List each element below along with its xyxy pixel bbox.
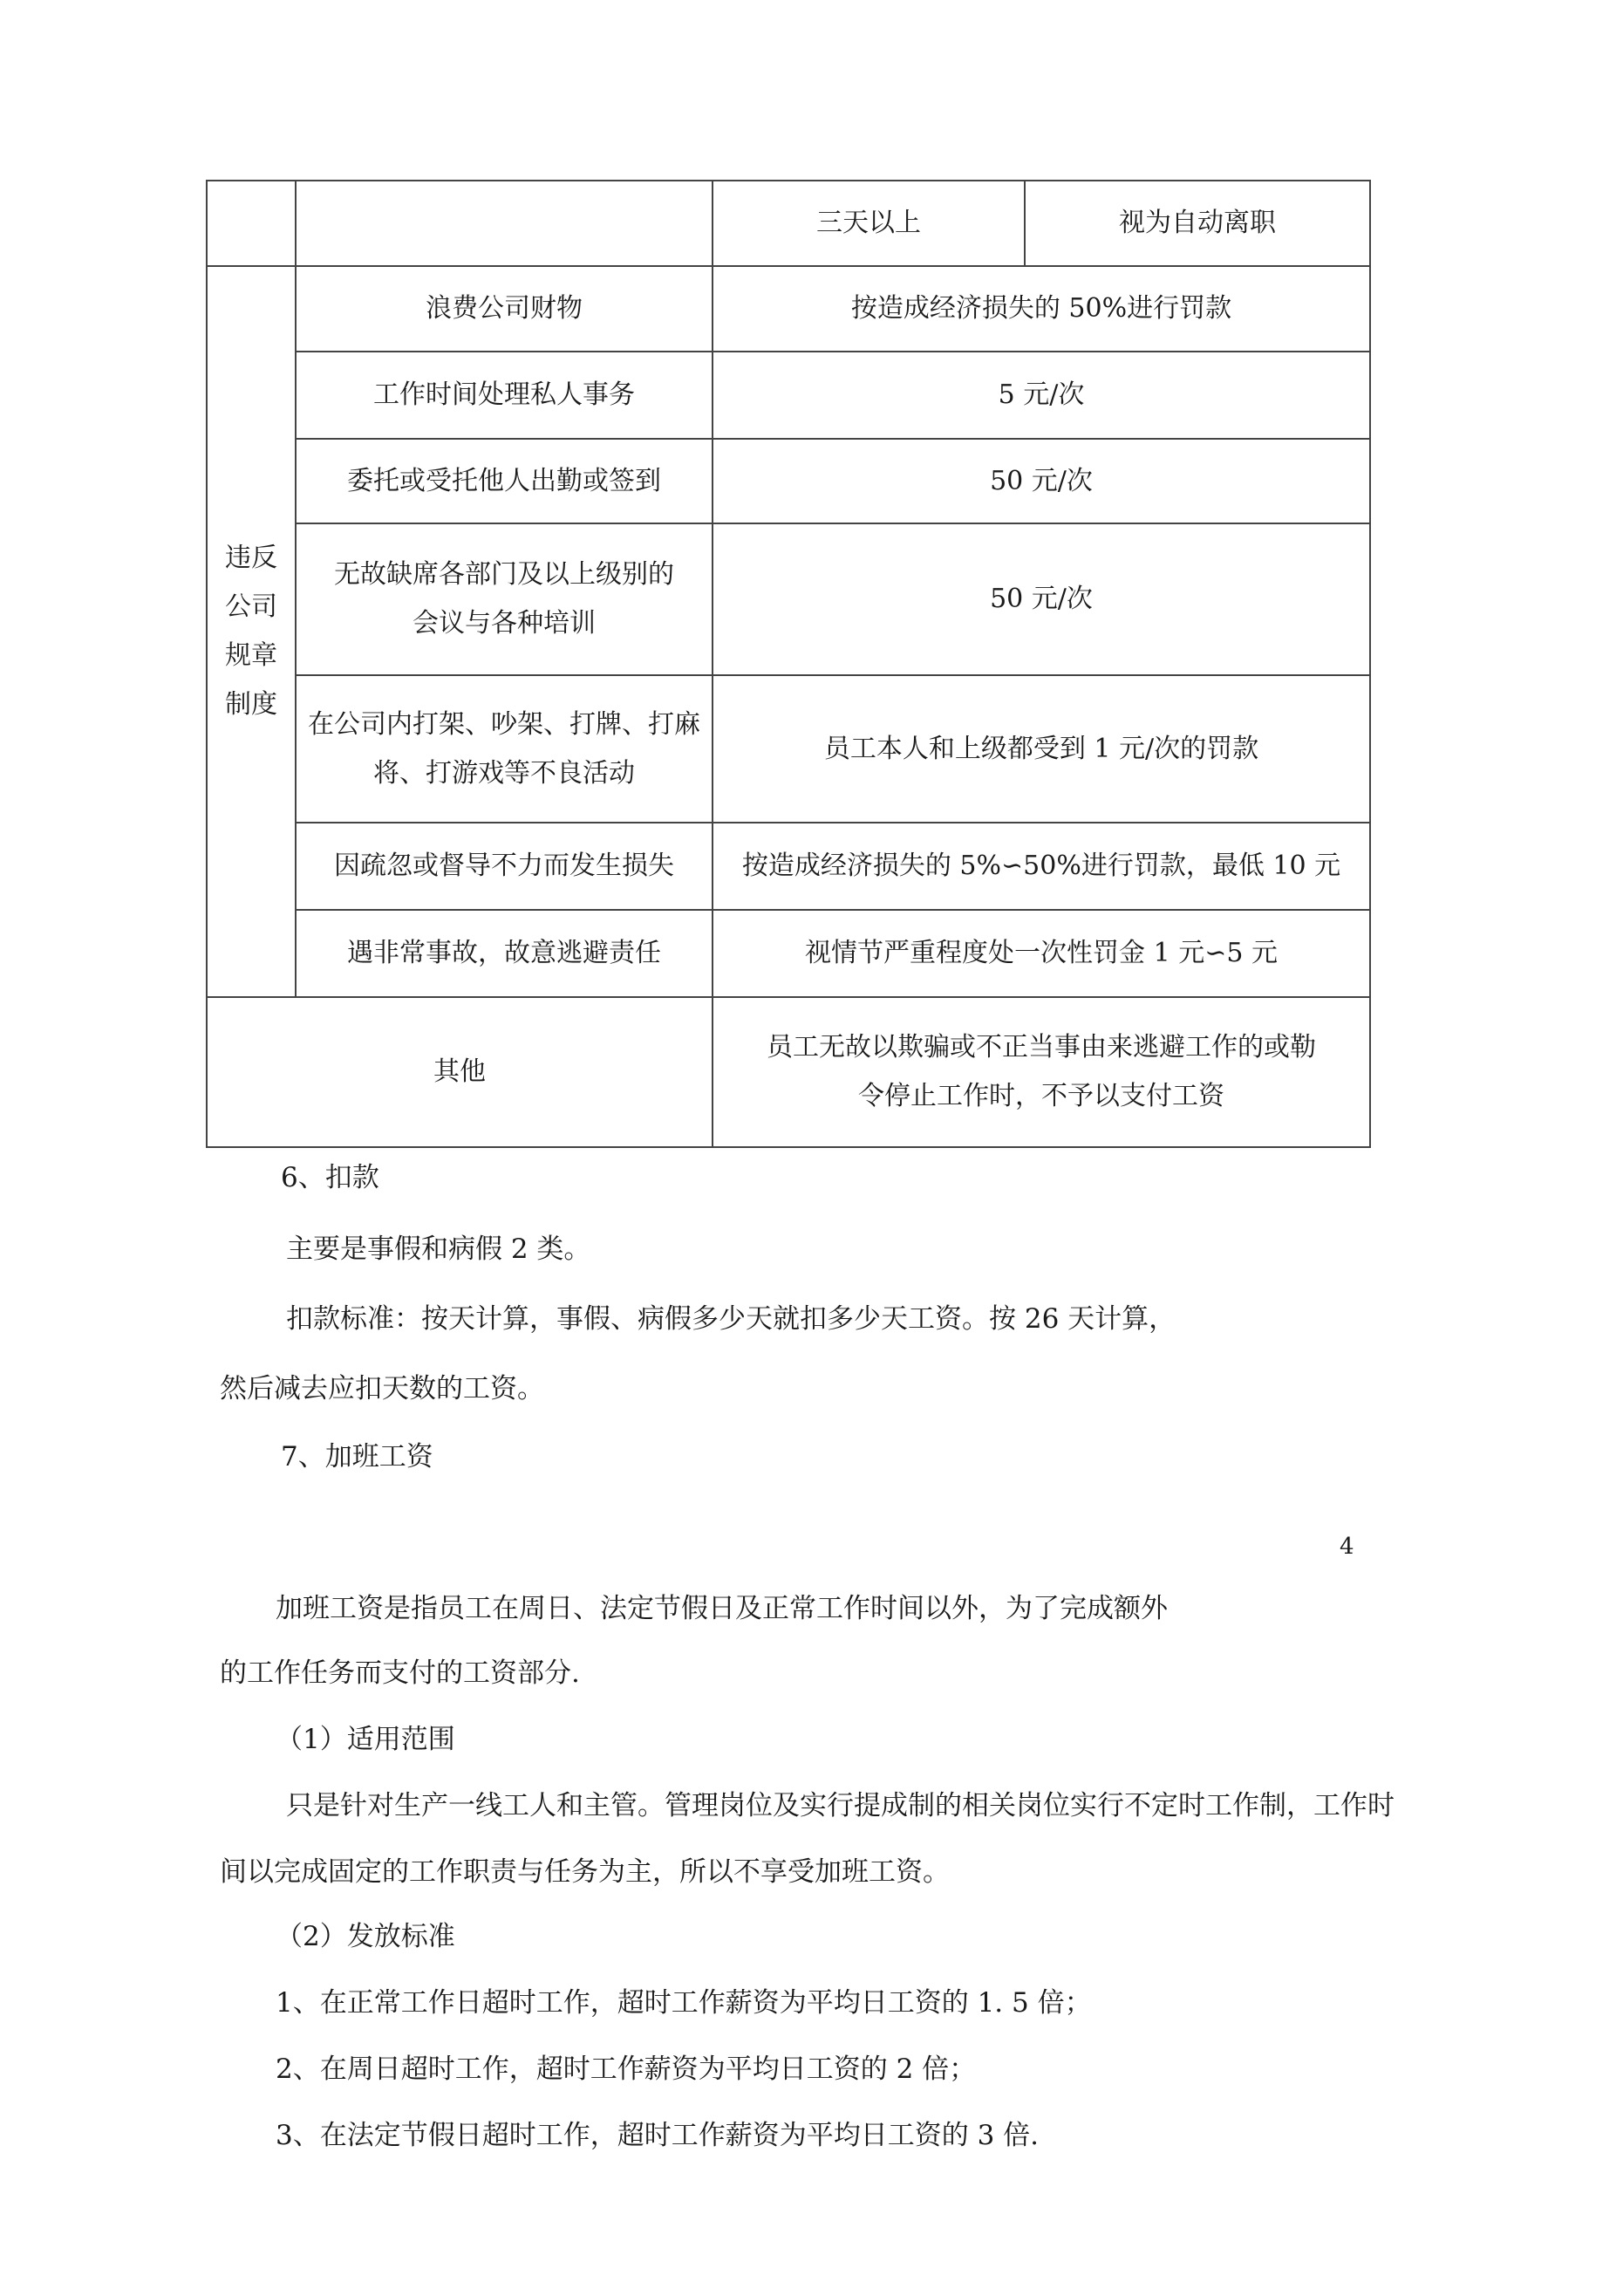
table-row xyxy=(207,266,1370,352)
table-row xyxy=(207,675,1370,823)
table-cell-item xyxy=(296,523,713,675)
table-row xyxy=(207,523,1370,675)
paragraph: 主要是事假和病假 2 类。 xyxy=(286,1233,591,1265)
item-line: 将、打游戏等不良活动 xyxy=(373,757,635,789)
paragraph: 扣款标准：按天计算，事假、病假多少天就扣多少天工资。按 26 天计算， xyxy=(286,1303,1176,1335)
section-heading: 7、加班工资 xyxy=(281,1441,433,1473)
category-line: 制度 xyxy=(225,689,277,720)
table-cell-penalty: 员工本人和上级都受到 1 元/次的罚款 xyxy=(713,675,1370,823)
category-line: 公司 xyxy=(225,591,277,622)
table-cell-item: 浪费公司财物 xyxy=(296,266,713,352)
table-cell-other-label: 其他 xyxy=(207,997,713,1147)
item-line: 无故缺席各部门及以上级别的 xyxy=(334,559,674,590)
table-cell-item xyxy=(296,675,713,823)
table-row xyxy=(207,823,1370,910)
list-item: 2、在周日超时工作，超时工作薪资为平均日工资的 2 倍； xyxy=(276,2053,977,2085)
table-row xyxy=(207,910,1370,997)
page-number: 4 xyxy=(1340,1534,1354,1560)
table-cell-penalty: 50 元/次 xyxy=(713,523,1370,675)
paragraph: 只是针对生产一线工人和主管。管理岗位及实行提成制的相关岗位实行不定时工作制，工作时 xyxy=(286,1790,1395,1821)
penalty-line: 员工无故以欺骗或不正当事由来逃避工作的或勒 xyxy=(767,1032,1316,1063)
list-item: 1、在正常工作日超时工作，超时工作薪资为平均日工资的 1. 5 倍； xyxy=(276,1987,1092,2019)
table-row xyxy=(207,352,1370,439)
section-heading: 6、扣款 xyxy=(281,1162,379,1193)
subsection-heading: （1）适用范围 xyxy=(276,1724,455,1755)
table-cell-item: 工作时间处理私人事务 xyxy=(296,352,713,439)
table-cell-item: 遇非常事故，故意逃避责任 xyxy=(296,910,713,997)
subsection-heading: （2）发放标准 xyxy=(276,1921,455,1952)
penalty-line: 令停止工作时，不予以支付工资 xyxy=(858,1081,1224,1111)
table-cell-penalty: 按造成经济损失的 50%进行罚款 xyxy=(713,266,1370,352)
table-cell-empty xyxy=(207,181,296,266)
category-line: 违反 xyxy=(225,543,277,573)
paragraph: 然后减去应扣天数的工资。 xyxy=(220,1373,544,1404)
table-row xyxy=(207,439,1370,523)
table-row xyxy=(207,181,1370,266)
table-cell-penalty: 视情节严重程度处一次性罚金 1 元∽5 元 xyxy=(713,910,1370,997)
table-cell-penalty: 按造成经济损失的 5%∽50%进行罚款，最低 10 元 xyxy=(713,823,1370,910)
item-line: 在公司内打架、吵架、打牌、打麻 xyxy=(308,708,700,740)
table-cell-item: 委托或受托他人出勤或签到 xyxy=(296,439,713,523)
table-cell-penalty: 5 元/次 xyxy=(713,352,1370,439)
item-line: 会议与各种培训 xyxy=(413,608,596,639)
paragraph: 的工作任务而支付的工资部分. xyxy=(220,1657,580,1689)
paragraph: 加班工资是指员工在周日、法定节假日及正常工作时间以外，为了完成额外 xyxy=(276,1593,1168,1624)
table-cell-penalty: 视为自动离职 xyxy=(1025,181,1370,266)
table-row xyxy=(207,997,1370,1147)
table-cell-penalty xyxy=(713,997,1370,1147)
list-item: 3、在法定节假日超时工作，超时工作薪资为平均日工资的 3 倍. xyxy=(276,2120,1040,2151)
category-cell xyxy=(207,266,296,997)
table-cell-penalty: 50 元/次 xyxy=(713,439,1370,523)
table-cell-item: 因疏忽或督导不力而发生损失 xyxy=(296,823,713,910)
table-cell-empty xyxy=(296,181,713,266)
category-line: 规章 xyxy=(225,640,277,671)
table-cell-condition: 三天以上 xyxy=(713,181,1025,266)
paragraph: 间以完成固定的工作职责与任务为主，所以不享受加班工资。 xyxy=(220,1856,950,1888)
penalty-table xyxy=(206,180,1371,1148)
